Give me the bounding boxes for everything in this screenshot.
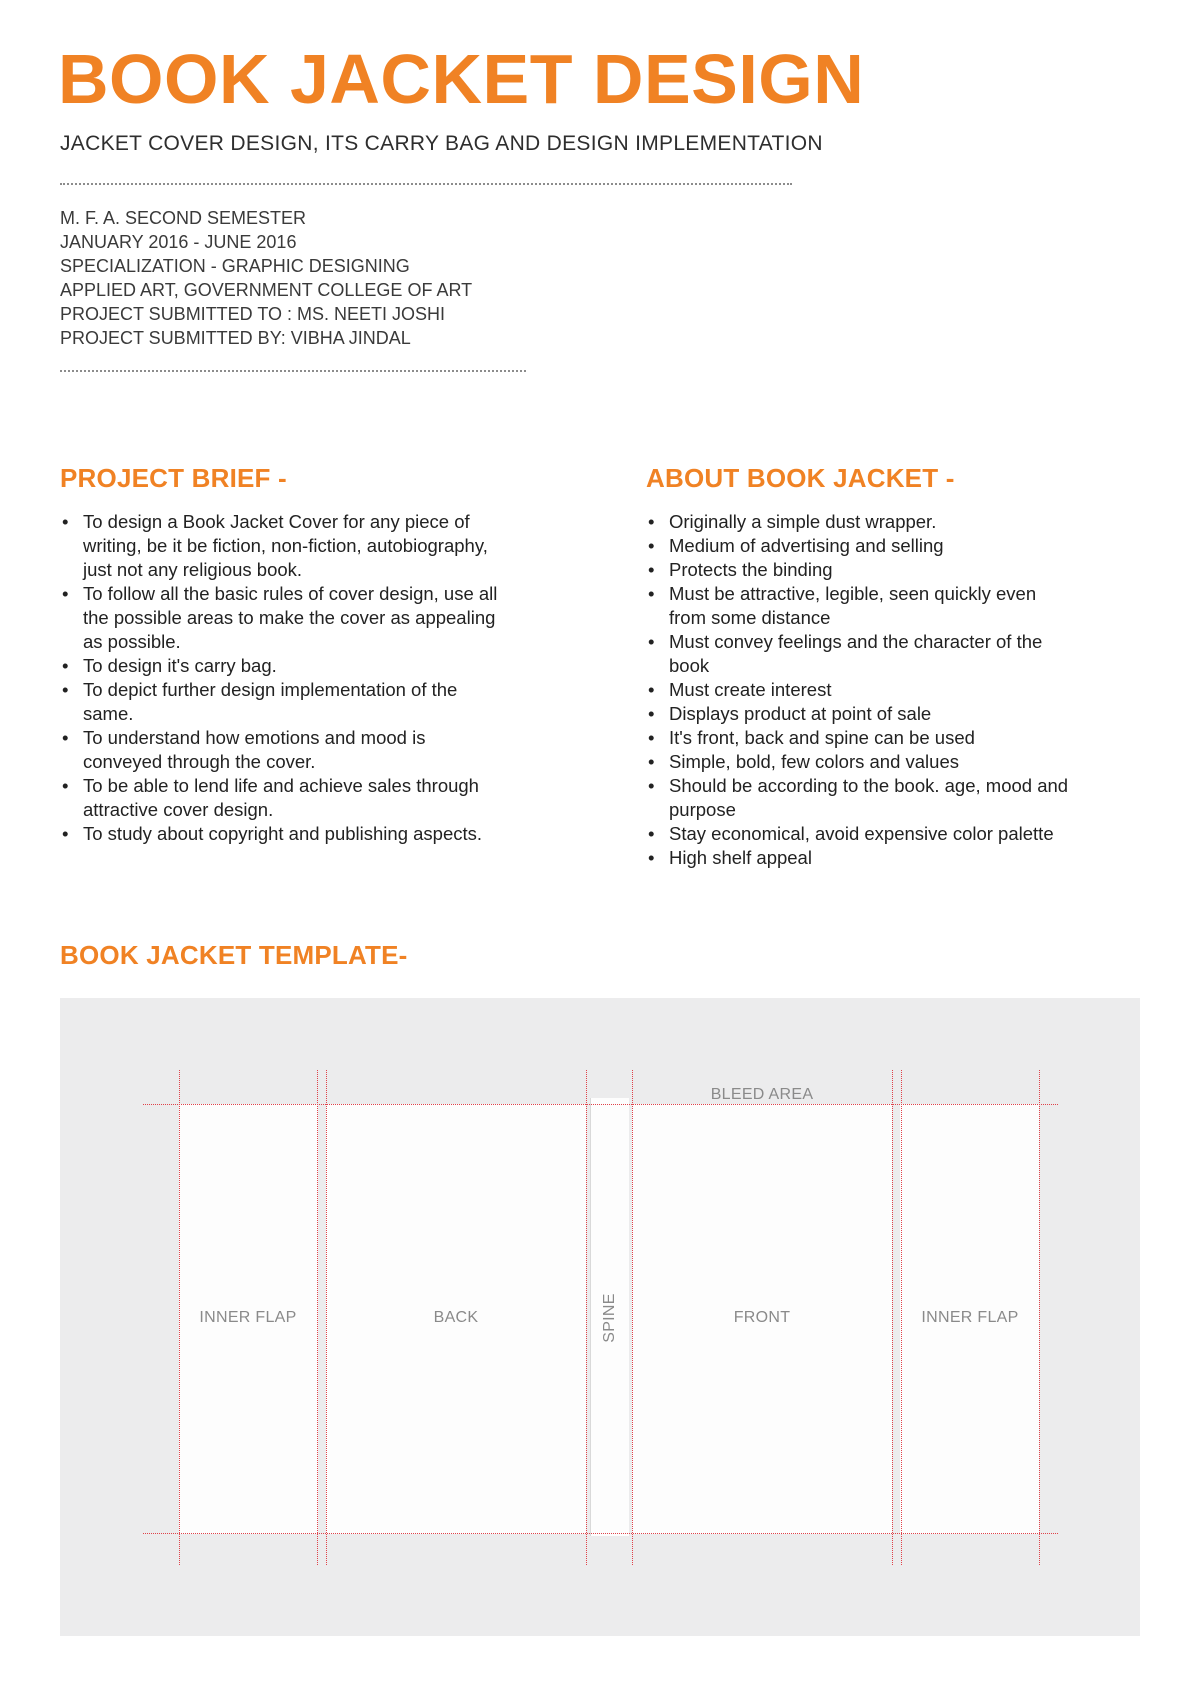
about-jacket-list	[646, 510, 1076, 870]
fold-guide	[892, 1070, 893, 1565]
list-item: • Must create interest	[646, 678, 1076, 702]
list-item: • To understand how emotions and mood is conveyed through the cover.	[60, 726, 500, 774]
meta-line: APPLIED ART, GOVERNMENT COLLEGE OF ART	[60, 280, 473, 300]
fold-guide	[1039, 1070, 1040, 1565]
fold-guide	[317, 1070, 318, 1565]
list-item: • Protects the binding	[646, 558, 1076, 582]
list-item: • Medium of advertising and selling	[646, 534, 1076, 558]
page-title: BOOK JACKET DESIGN	[58, 40, 865, 118]
label-inner-flap-left: INNER FLAP	[199, 1309, 297, 1326]
label-back: BACK	[433, 1309, 479, 1326]
bleed-area-label: BLEED AREA	[710, 1086, 814, 1103]
list-item: • Must convey feelings and the character of the book	[646, 630, 1076, 678]
page-subtitle: JACKET COVER DESIGN, ITS CARRY BAG AND DESIGN IMPLEMENTATION	[60, 132, 823, 155]
meta-line: PROJECT SUBMITTED TO : MS. NEETI JOSHI	[60, 304, 446, 324]
bleed-guide-top	[143, 1104, 1058, 1105]
template-heading: BOOK JACKET TEMPLATE-	[60, 940, 408, 970]
meta-line: PROJECT SUBMITTED BY: VIBHA JINDAL	[60, 328, 411, 348]
list-item: • Simple, bold, few colors and values	[646, 750, 1076, 774]
list-item: • To design it's carry bag.	[60, 654, 500, 678]
label-spine: SPINE	[601, 1293, 618, 1343]
list-item: • Stay economical, avoid expensive color palette	[646, 822, 1076, 846]
list-item: • High shelf appeal	[646, 846, 1076, 870]
fold-guide	[179, 1070, 180, 1565]
fold-guide	[326, 1070, 327, 1565]
project-brief-list	[60, 510, 500, 846]
about-jacket-heading: ABOUT BOOK JACKET -	[646, 463, 955, 493]
list-item: • To study about copyright and publishing aspects.	[60, 822, 500, 846]
list-item: • Should be according to the book. age, mood and purpose	[646, 774, 1076, 822]
fold-guide	[586, 1070, 587, 1565]
list-item: • To be able to lend life and achieve sales through attractive cover design.	[60, 774, 500, 822]
divider-top	[60, 183, 792, 185]
list-item: • To depict further design implementation of the same.	[60, 678, 500, 726]
fold-guide	[901, 1070, 902, 1565]
project-brief-heading: PROJECT BRIEF -	[60, 463, 287, 493]
list-item: • It's front, back and spine can be used	[646, 726, 1076, 750]
list-item: • Must be attractive, legible, seen quickly even from some distance	[646, 582, 1076, 630]
meta-line: JANUARY 2016 - JUNE 2016	[60, 232, 297, 252]
fold-guide	[632, 1070, 633, 1565]
bleed-guide-bottom	[143, 1533, 1058, 1534]
meta-line: M. F. A. SECOND SEMESTER	[60, 208, 307, 228]
list-item: • Displays product at point of sale	[646, 702, 1076, 726]
project-meta	[60, 206, 472, 350]
list-item: • To follow all the basic rules of cover design, use all the possible areas to make the cover as appealing as possible.	[60, 582, 500, 654]
divider-meta	[60, 370, 526, 372]
list-item: • To design a Book Jacket Cover for any piece of writing, be it be fiction, non-fiction, autobiography, just not any religious book.	[60, 510, 500, 582]
meta-line: SPECIALIZATION - GRAPHIC DESIGNING	[60, 256, 410, 276]
list-item: • Originally a simple dust wrapper.	[646, 510, 1076, 534]
label-inner-flap-right: INNER FLAP	[921, 1309, 1019, 1326]
label-front: FRONT	[733, 1309, 791, 1326]
